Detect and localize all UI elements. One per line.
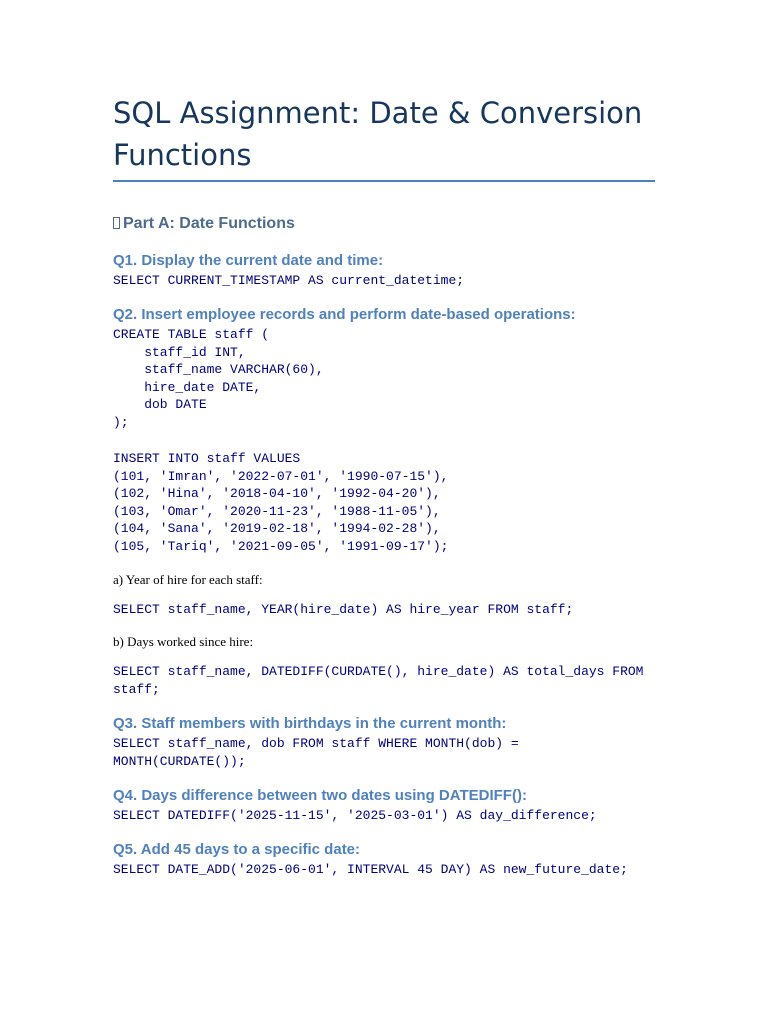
q3-heading: Q3. Staff members with birthdays in the current month: xyxy=(113,715,507,732)
q4-heading: Q4. Days difference between two dates using DATEDIFF(): xyxy=(113,787,527,804)
document-title xyxy=(113,92,655,176)
q4-code: SELECT DATEDIFF('2025-11-15', '2025-03-01') AS day_difference; xyxy=(113,808,597,823)
q2-insert-code: INSERT INTO staff VALUES (101, 'Imran', '2022-07-01', '1990-07-15'), (102, 'Hina', '2018-04-10', '1992-04-20'), (103, 'Omar', '2020-11-23', '1988-11-05'), (104, 'Sana', '2019-02-18', '1994-02-28'), (105, 'Tariq', '2021-09-05', '1991-09-17'); xyxy=(113,451,449,554)
missing-glyph-icon xyxy=(113,217,120,229)
part-a-heading xyxy=(113,213,295,235)
q1-code: SELECT CURRENT_TIMESTAMP AS current_datetime; xyxy=(113,273,465,288)
title-line-1: SQL Assignment: Date & Conversion xyxy=(113,96,643,130)
q2-heading: Q2. Insert employee records and perform date-based operations: xyxy=(113,306,576,323)
q5-heading: Q5. Add 45 days to a specific date: xyxy=(113,841,361,858)
q1-heading: Q1. Display the current date and time: xyxy=(113,252,384,269)
q2-note-b: b) Days worked since hire: xyxy=(113,634,254,649)
q2-note-a: a) Year of hire for each staff: xyxy=(113,572,263,587)
q2-create-table-code: CREATE TABLE staff ( staff_id INT, staff_name VARCHAR(60), hire_date DATE, dob DATE ); xyxy=(113,327,324,430)
title-divider xyxy=(113,180,655,182)
part-a-heading-text: Part A: Date Functions xyxy=(123,215,295,232)
q2-code-a: SELECT staff_name, YEAR(hire_date) AS hire_year FROM staff; xyxy=(113,602,574,617)
q5-code: SELECT DATE_ADD('2025-06-01', INTERVAL 45 DAY) AS new_future_date; xyxy=(113,862,628,877)
q3-code: SELECT staff_name, dob FROM staff WHERE MONTH(dob) = MONTH(CURDATE()); xyxy=(113,736,519,769)
title-line-2: Functions xyxy=(113,138,252,172)
q2-code-b: SELECT staff_name, DATEDIFF(CURDATE(), hire_date) AS total_days FROM staff; xyxy=(113,664,644,697)
